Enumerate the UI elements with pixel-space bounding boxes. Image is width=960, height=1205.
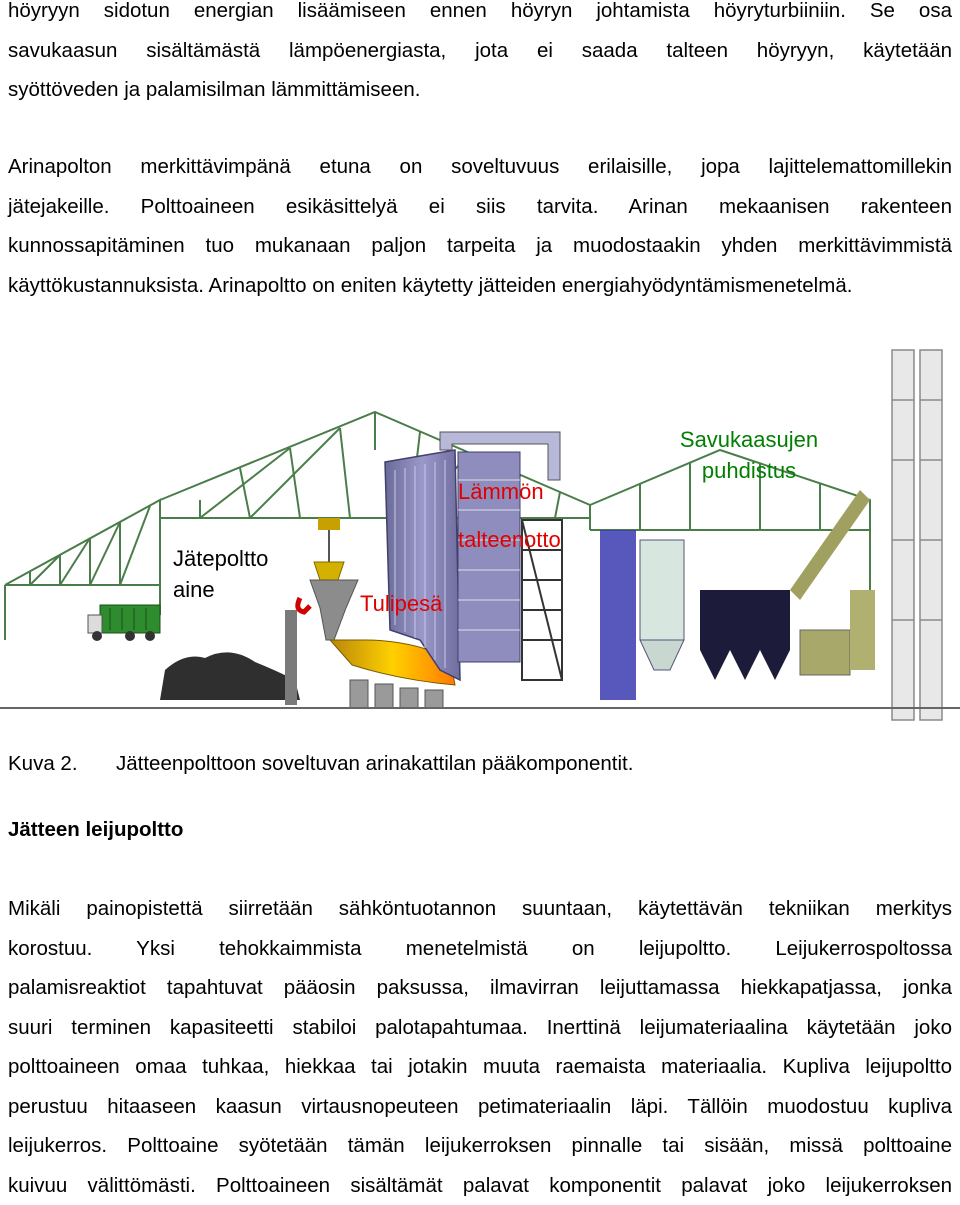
text-line: syöttöveden ja palamisilman lämmittämiseen.	[8, 70, 952, 110]
text-line: höyryyn sidotun energian lisäämiseen ennen höyryn johtamista höyryturbiiniin. Se osa	[8, 0, 952, 31]
text-line: leijukerros. Polttoaine syötetään tämän leijukerroksen pinnalle tai sisään, missä polttoaine	[8, 1126, 952, 1166]
waste-pile	[160, 652, 300, 700]
furnace-label: Tulipesä	[360, 588, 442, 619]
text-line: kuivuu välittömästi. Polttoaineen sisältämät palavat komponentit palavat joko leijukerroksen	[8, 1166, 952, 1205]
bunker-wall	[285, 610, 297, 705]
text-line: suuri terminen kapasiteetti stabiloi palotapahtumaa. Inerttinä leijumateriaalina käytetään joko	[8, 1008, 952, 1048]
paragraph-grate-firing	[8, 147, 952, 305]
feed-hopper	[310, 580, 358, 640]
chimney-stacks	[892, 350, 942, 720]
text-line: palamisreaktiot tapahtuvat pääosin paksussa, ilmavirran leijuttamassa hiekkapatjassa, jonka	[8, 968, 952, 1008]
flue-gas-cleaning-label: Savukaasujen puhdistus	[664, 424, 834, 486]
text-line: kunnossapitäminen tuo mukanaan paljon tarpeita ja muodostaakin yhden merkittävimmistä	[8, 226, 952, 266]
text-line: Arinapolton merkittävimpänä etuna on soveltuvuus erilaisille, jopa lajittelemattomillekin	[8, 147, 952, 187]
figure-caption-text: Jätteenpolttoon soveltuvan arinakattilan pääkomponentit.	[116, 752, 633, 775]
text-line: polttoaineen omaa tuhkaa, hiekkaa tai jotakin muuta raemaista materiaalia. Kupliva leijupoltto	[8, 1047, 952, 1087]
ash-hoppers	[350, 680, 443, 708]
heat-recovery-label: Lämmön talteenotto	[458, 468, 561, 564]
text-line: jätejakeille. Polttoaineen esikäsittelyä ei siis tarvita. Arinan mekaanisen rakenteen	[8, 187, 952, 227]
figure-number: Kuva 2.	[8, 748, 116, 780]
fuel-label: Jätepoltto aine	[173, 543, 268, 605]
flue-gas-cleaning-units	[600, 490, 875, 700]
paragraph-fluidized-bed	[8, 889, 952, 1205]
section-heading: Jätteen leijupoltto	[8, 814, 183, 846]
plant-diagram	[0, 340, 960, 740]
text-line: perustuu hitaaseen kaasun virtausnopeuteen petimateriaalin läpi. Tällöin muodostuu kupliva	[8, 1087, 952, 1127]
crane-grab	[314, 518, 344, 580]
figure-caption	[8, 748, 633, 780]
paragraph-intro	[8, 0, 952, 110]
text-line: savukaasun sisältämästä lämpöenergiasta, jota ei saada talteen höyryyn, käytetään	[8, 31, 952, 71]
text-line: käyttökustannuksista. Arinapoltto on eniten käytetty jätteiden energiahyödyntämismenetelmä.	[8, 266, 952, 306]
red-feeder-icon	[298, 598, 310, 612]
text-line: Mikäli painopistettä siirretään sähköntuotannon suuntaan, käytettävän tekniikan merkitys	[8, 889, 952, 929]
garbage-truck-icon	[88, 605, 160, 641]
text-line: korostuu. Yksi tehokkaimmista menetelmistä on leijupoltto. Leijukerrospoltossa	[8, 929, 952, 969]
